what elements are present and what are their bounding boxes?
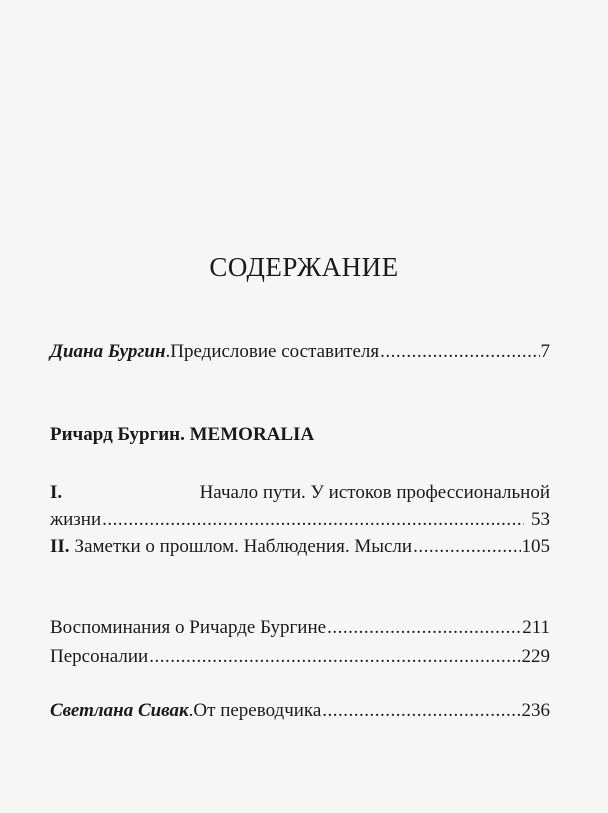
entry-page: 105 <box>521 536 550 557</box>
entry-page: 229 <box>521 646 550 667</box>
leader-dots <box>322 699 520 723</box>
page-title: СОДЕРЖАНИЕ <box>209 252 399 282</box>
entry-title-line1: Начало пути. У истоков профессиональной <box>199 482 550 503</box>
entry-title: Персоналии <box>50 646 149 667</box>
entry-separator: . <box>188 700 194 721</box>
entry-page: 211 <box>522 617 550 638</box>
entry-title: Воспоминания о Ричарде Бургине <box>50 617 327 638</box>
leader-dots <box>102 508 524 532</box>
leader-dots <box>413 535 520 559</box>
entry-page: 236 <box>521 700 550 721</box>
leader-dots <box>149 645 520 669</box>
toc-entry-chapter-2[interactable] <box>50 535 550 559</box>
entry-title: От переводчика <box>193 700 322 721</box>
toc-entry-memories[interactable] <box>50 616 550 640</box>
toc-entry-translator[interactable] <box>50 699 550 723</box>
entry-title-line2: жизни <box>50 509 102 530</box>
leader-dots <box>380 340 539 364</box>
entry-author: Светлана Сивак <box>50 700 189 721</box>
entry-author: Диана Бургин <box>50 341 166 362</box>
entry-number: II. <box>50 536 70 557</box>
toc-entry-chapter-1[interactable] <box>50 481 550 532</box>
entry-number: I. <box>50 482 63 503</box>
entry-page: 53 <box>531 509 550 530</box>
toc-entry-persons[interactable] <box>50 645 550 669</box>
section-heading: Ричард Бургин. MEMORALIA <box>50 424 315 445</box>
entry-separator: . <box>165 341 171 362</box>
leader-dots <box>327 616 521 640</box>
entry-title: Заметки о прошлом. Наблюдения. Мысли <box>74 536 413 557</box>
entry-page: 7 <box>540 341 550 362</box>
entry-title: Предисловие составителя <box>170 341 380 362</box>
toc-entry-preface[interactable] <box>50 340 550 364</box>
